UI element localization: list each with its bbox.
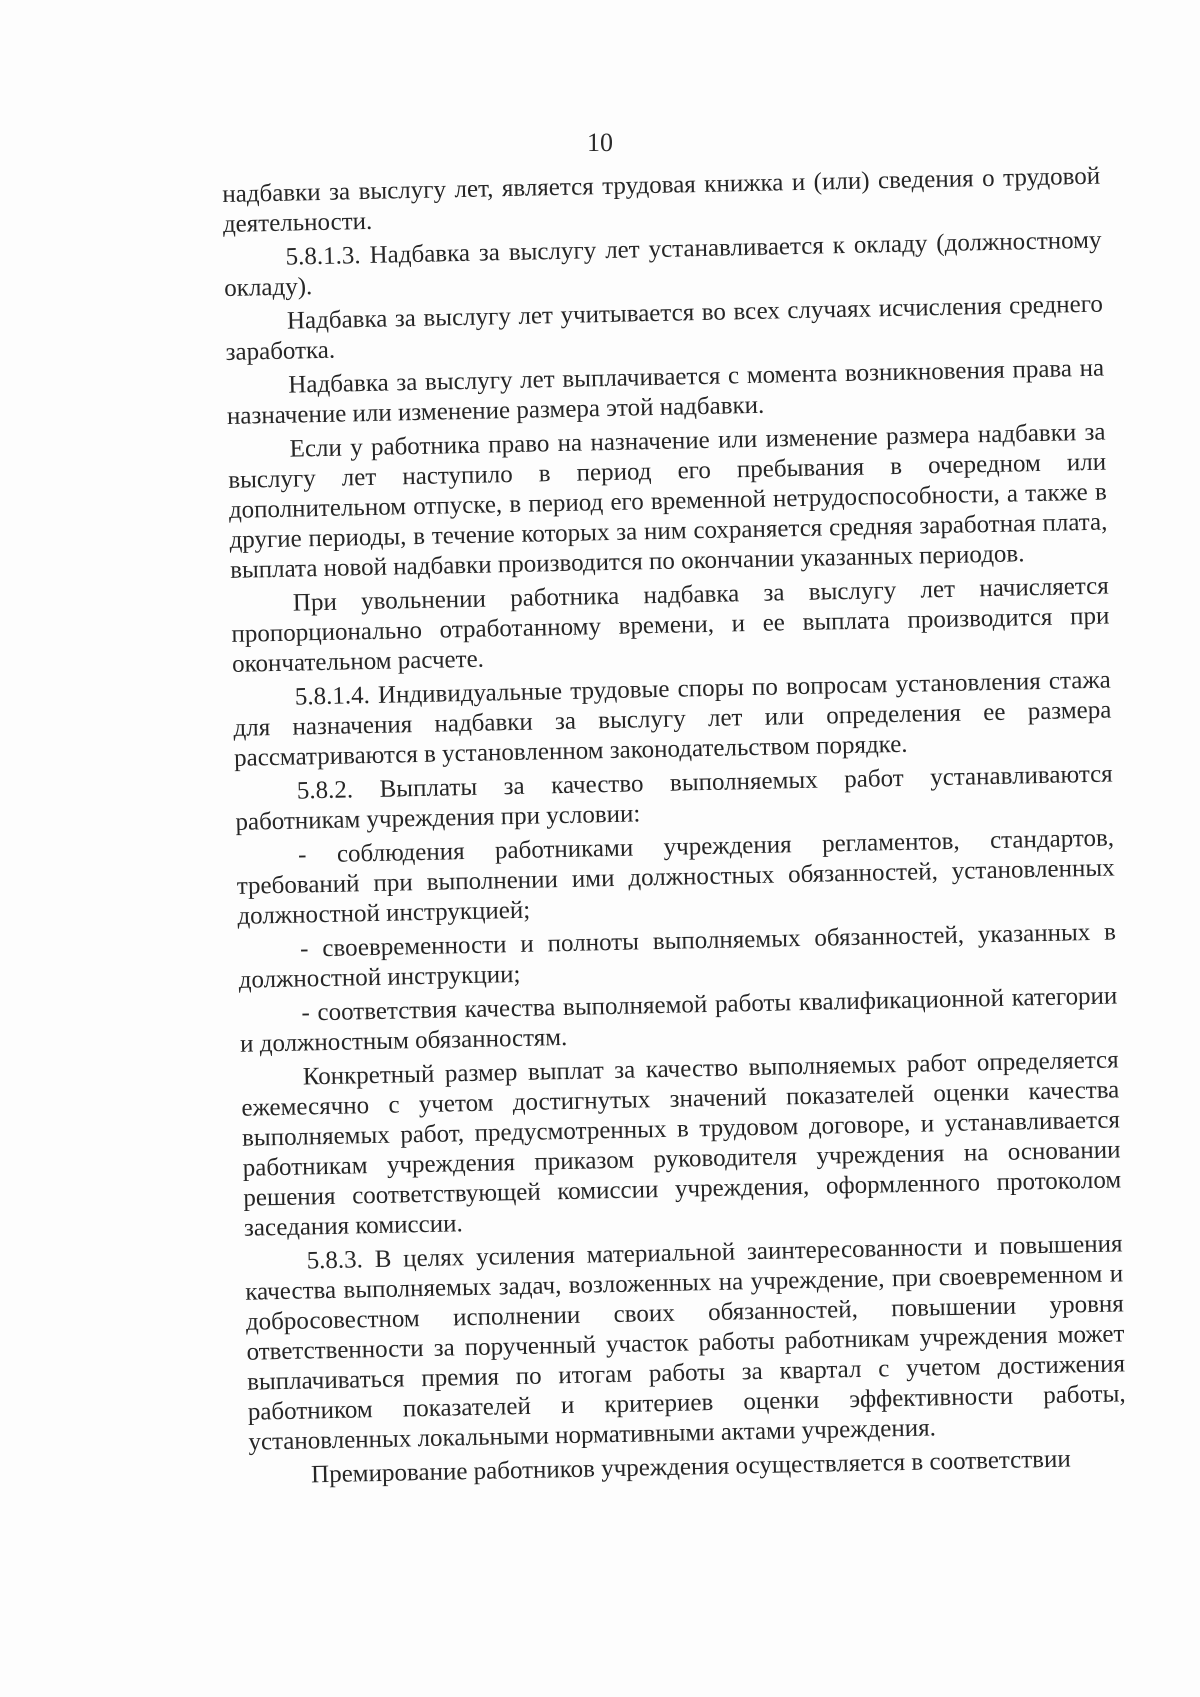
paragraph-9: - соблюдения работниками учреждения регламентов, стандартов, требований при выполнении ими должностных обязанностей, установленных должностной инструкцией; [236, 824, 1115, 930]
paragraph-3: Надбавка за выслугу лет учитывается во всех случаях исчисления среднего заработка. [225, 290, 1104, 366]
paragraph-10: - своевременности и полноты выполняемых обязанностей, указанных в должностной инструкции; [238, 918, 1117, 994]
document-body [222, 162, 1127, 1496]
paragraph-14: Премирование работников учреждения осуществляется в соответствии [310, 1445, 1071, 1489]
paragraph-1: надбавки за выслугу лет, является трудовая книжка и (или) сведения о трудовой деятельности. [222, 162, 1101, 238]
paragraph-2: 5.8.1.3. Надбавка за выслугу лет устанавливается к окладу (должностному окладу). [223, 226, 1102, 302]
paragraph-12: Конкретный размер выплат за качество выполняемых работ определяется ежемесячно с учетом достигнутых значений показателей оценки качества выполняемых работ, предусмотренных в трудовом договоре, и устанавливается работникам учреждения приказом руководителя учреждения на основании решения соответствующей комиссии учреждения, оформленного протоколом заседания комиссии. [241, 1046, 1122, 1242]
paragraph-13: 5.8.3. В целях усиления материальной заинтересованности и повышения качества выполняемых задач, возложенных на учреждение, при своевременном и добросовестном исполнении своих обязанностей, повышении уровня ответственности за порученный участок работы работникам учреждения может выплачиваться премия по итогам работы за квартал с учетом достижения работником показателей и критериев оценки эффективности работы, установленных локальными нормативными актами учреждения. [245, 1230, 1126, 1456]
paragraph-8: 5.8.2. Выплаты за качество выполняемых работ устанавливаются работникам учреждения при условии: [235, 760, 1113, 836]
paragraph-11: - соответствия качества выполняемой работы квалификационной категории и должностным обязанностям. [239, 982, 1118, 1058]
page-number: 10 [587, 128, 613, 157]
paragraph-4: Надбавка за выслугу лет выплачивается с момента возникновения права на назначение или изменение размера этой надбавки. [226, 354, 1105, 430]
paragraph-7: 5.8.1.4. Индивидуальные трудовые споры по вопросам установления стажа для назначения надбавки за выслугу лет или определения ее размера рассматриваются в установленном законодательством порядке. [233, 666, 1112, 772]
paragraph-5: Если у работника право на назначение или изменение размера надбавки за выслугу лет наступило в период его пребывания в очередном или дополнительном отпуске, в период его временной нетрудоспособности, а также в другие периоды, в течение которых за ним сохраняется средняя заработная плата, выплата новой надбавки производится по окончании указанных периодов. [228, 418, 1108, 584]
paragraph-6: При увольнении работника надбавка за выслугу лет начисляется пропорционально отработанному времени, и ее выплата производится при окончательном расчете. [231, 572, 1110, 678]
